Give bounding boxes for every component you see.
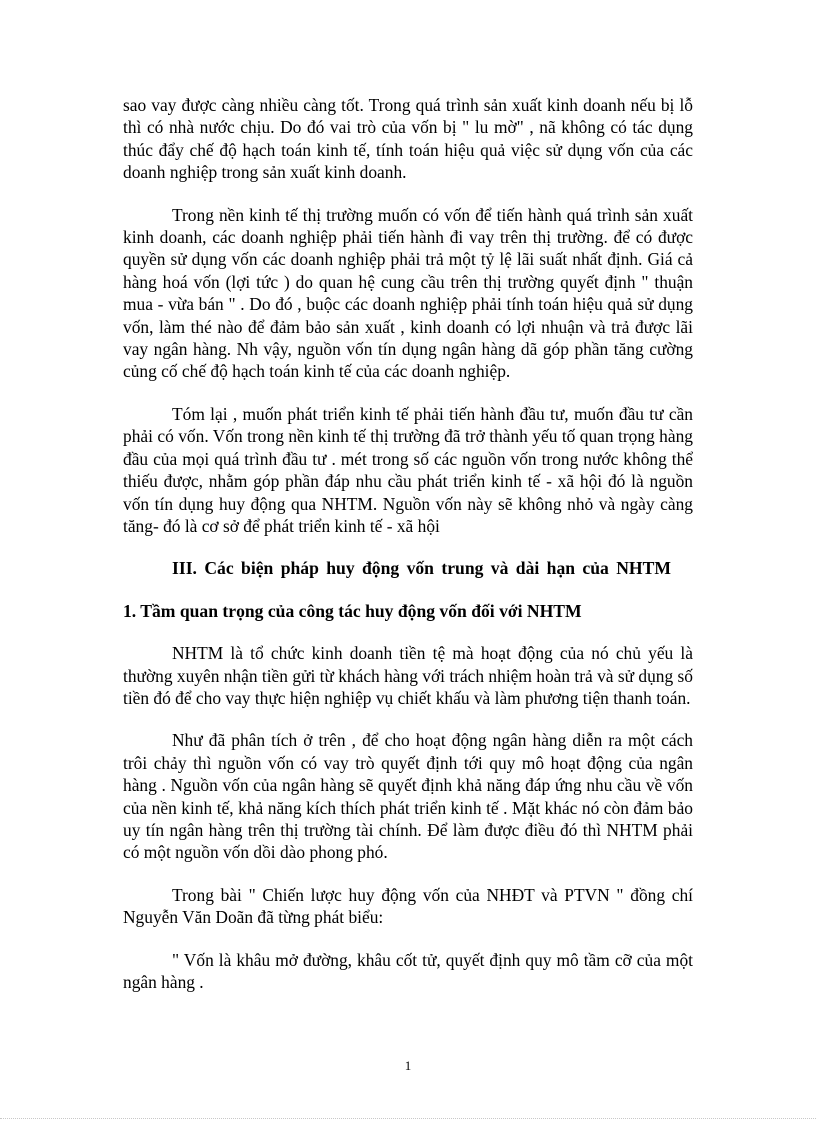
paragraph-market-economy: Trong nền kinh tế thị trường muốn có vốn để tiến hành quá trình sản xuất kinh doanh, các doanh nghiệp phải tiến hành đi vay trên thị trường. để có được quyền sử dụng vốn các doanh nghiệp phải trả một tỷ lệ lãi suất nhất định. Giá cả hàng hoá vốn (lợi tức ) do quan hệ cung cầu trên thị trường quyết định " thuận mua - vừa bán " . Do đó , buộc các doanh nghiệp phải tính toán hiệu quả sử dụng vốn, làm thé nào để đảm bảo sản xuất , kinh doanh có lợi nhuận và trả được lãi vay ngân hàng. Nh vậy, nguồn vốn tín dụng ngân hàng dã góp phần tăng cường củng cố chế độ hạch toán kinh tế của các doanh nghiệp.	[123, 204, 693, 382]
page-body	[123, 94, 693, 1013]
page-number: 1	[404, 1058, 412, 1073]
paragraph-summary: Tóm lại , muốn phát triển kinh tế phải tiến hành đầu tư, muốn đầu tư cần phải có vốn. Vốn trong nền kinh tế thị trường đã trở thành yếu tố quan trọng hàng đầu của mọi quá trình đầu tư . mét trong số các nguồn vốn trong nước không thể thiếu được, nhằm góp phần đáp nhu cầu phát triển kinh tế - xã hội đó là nguồn vốn tín dụng huy động qua NHTM. Nguồn vốn này sẽ không nhỏ và ngày càng tăng- đó là cơ sở để phát triển kinh tế - xã hội	[123, 403, 693, 536]
paragraph-continuation: sao vay được càng nhiều càng tốt. Trong quá trình sản xuất kinh doanh nếu bị lỗ thì có nhà nước chịu. Do đó vai trò của vốn bị " lu mờ" , nã không có tác dụng thúc đẩy chế độ hạch toán kinh tế, tính toán hiệu quả việc sử dụng vốn của các doanh nghiệp trong sản xuất kinh doanh.	[123, 95, 693, 183]
subsection-heading: 1. Tầm quan trọng của công tác huy động vốn đối với NHTM	[123, 600, 582, 621]
paragraph-strategy-quote-intro: Trong bài " Chiến lược huy động vốn của NHĐT và PTVN " đồng chí Nguyễn Văn Doãn đã từng phát biểu:	[123, 884, 693, 928]
paragraph-quote: " Vốn là khâu mở đường, khâu cốt tử, quyết định quy mô tầm cỡ của một ngân hàng .	[123, 949, 693, 992]
paragraph-nhtm-definition: NHTM là tổ chức kinh doanh tiền tệ mà hoạt động của nó chủ yếu là thường xuyên nhận tiền gửi từ khách hàng với trách nhiệm hoàn trả và sử dụng số tiền đó để cho vay thực hiện nghiệp vụ chiết khấu và làm phương tiện thanh toán.	[123, 643, 693, 708]
page-bottom-divider	[0, 1118, 816, 1119]
paragraph-capital-role: Như đã phân tích ở trên , để cho hoạt động ngân hàng diễn ra một cách trôi chảy thì nguồn vốn có vay trò quyết định tới quy mô hoạt động của ngân hàng . Nguồn vốn của ngân hàng sẽ quyết định khả năng đáp ứng nhu cầu về vốn của nền kinh tế, khả năng kích thích phát triển kinh tế . Mặt khác nó còn đảm bảo uy tín ngân hàng trên thị trường tài chính. Để làm được điều đó thì NHTM phải có một nguồn vốn dồi dào phong phó.	[123, 730, 693, 863]
section-heading: III. Các biện pháp huy động vốn trung và dài hạn của NHTM	[172, 558, 671, 579]
